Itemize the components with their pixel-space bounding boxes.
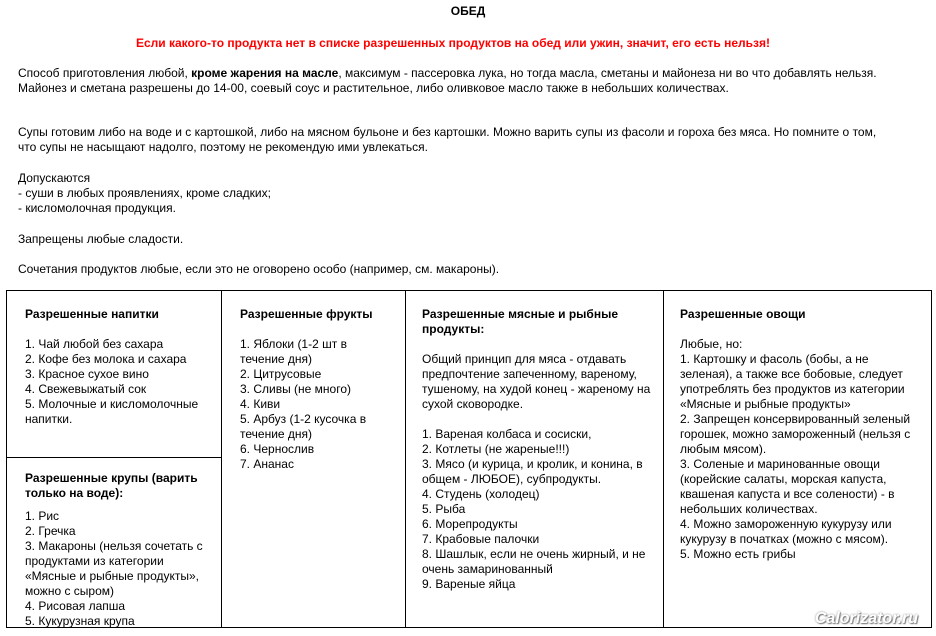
allowed-paragraph	[18, 171, 878, 216]
veg-cell	[680, 307, 920, 562]
drinks-list	[25, 337, 219, 427]
fruits-title: Разрешенные фрукты	[240, 307, 373, 321]
veg-list	[680, 352, 920, 562]
list-item: 1. Картошку и фасоль (бобы, а не зеленая), а также все бобовые, следует употреблять без продуктов из категории «Мясные и рыбные продукты»	[680, 352, 905, 411]
page-title: ОБЕД	[450, 4, 486, 18]
table-divider	[663, 291, 664, 627]
table-divider	[7, 457, 221, 458]
watermark-logo: Calorizator.ru	[814, 610, 918, 627]
allowed-head: Допускаются	[18, 171, 91, 185]
grains-title: Разрешенные крупы (варить только на воде):	[25, 471, 198, 500]
grains-list	[25, 509, 217, 629]
list-item: 7. Крабовые палочки	[422, 532, 540, 546]
list-item: 1. Рис	[25, 509, 60, 523]
list-item: 3. Макароны (нельзя сочетать с продуктами из категории «Мясные и рыбные продукты», можно с сыром)	[25, 539, 203, 598]
list-item: 9. Вареные яйца	[422, 577, 516, 591]
meat-list	[422, 427, 656, 592]
list-item: 4. Киви	[240, 397, 281, 411]
list-item: 2. Цитрусовые	[240, 367, 322, 381]
list-item: 3. Красное сухое вино	[25, 367, 149, 381]
list-item: 4. Свежевыжатый сок	[25, 382, 147, 396]
combinations-paragraph: Сочетания продуктов любые, если это не оговорено особо (например, см. макароны).	[18, 262, 500, 276]
list-item: 3. Соленые и маринованные овощи (корейские салаты, морская капуста, квашеная капуста и все солености) - в небольших количествах.	[680, 457, 895, 516]
grains-cell	[25, 471, 217, 629]
list-item: 2. Кофе без молока и сахара	[25, 352, 187, 366]
list-item: 6. Морепродукты	[422, 517, 518, 531]
list-item: 5. Молочные и кисломолочные напитки.	[25, 397, 199, 426]
fruits-list	[240, 337, 390, 472]
list-item: 4. Рисовая лапша	[25, 599, 126, 613]
list-item: 1. Яблоки (1-2 шт в течение дня)	[240, 337, 347, 366]
cooking-paragraph	[18, 66, 878, 96]
list-item: 4. Студень (холодец)	[422, 487, 540, 501]
list-item: 2. Котлеты (не жареные!!!)	[422, 442, 570, 456]
allowed-item: - кисломолочная продукция.	[18, 201, 176, 215]
list-item: 5. Можно есть грибы	[680, 547, 796, 561]
drinks-cell	[25, 307, 219, 427]
veg-intro: Любые, но:	[680, 337, 743, 351]
list-item: 3. Мясо (и курица, и кролик, и конина, в общем - ЛЮБОЕ), субпродукты.	[422, 457, 643, 486]
table-divider	[405, 291, 406, 627]
allowed-item: - суши в любых проявлениях, кроме сладких;	[18, 186, 271, 200]
soups-paragraph: Супы готовим либо на воде и с картошкой, либо на мясном бульоне и без картошки. Можно варить супы из фасоли и гороха без мяса. Но помните о том, что супы не насыщают надолго, поэтому не рекомендую ими увлекаться.	[18, 125, 877, 154]
list-item: 1. Вареная колбаса и сосиски,	[422, 427, 592, 441]
fruits-cell	[240, 307, 390, 472]
list-item: 8. Шашлык, если не очень жирный, и не очень замаринованный	[422, 547, 646, 576]
list-item: 2. Запрещен консервированный зеленый горошек, можно замороженный (нельзя с любым мясом).	[680, 412, 911, 456]
list-item: 5. Арбуз (1-2 кусочка в течение дня)	[240, 412, 367, 441]
table-divider	[221, 291, 222, 627]
list-item: 1. Чай любой без сахара	[25, 337, 164, 351]
list-item: 5. Кукурузная крупа	[25, 614, 135, 628]
meat-intro: Общий принцип для мяса - отдавать предпочтение запеченному, вареному, тушеному, на худой конец - жареному на сухой сковородке.	[422, 352, 651, 411]
list-item: 3. Сливы (не много)	[240, 382, 352, 396]
list-item: 2. Гречка	[25, 524, 76, 538]
veg-title: Разрешенные овощи	[680, 307, 806, 321]
drinks-title: Разрешенные напитки	[25, 307, 159, 321]
cooking-text-post: , максимум - пассеровка лука, но тогда масла, сметаны и майонеза ни во что добавлять нельзя. Майонез и сметана разрешены до 14-00, соевый соус и растительное, либо оливковое масло также в небольших количествах.	[18, 66, 877, 95]
meat-cell	[422, 307, 656, 592]
meat-title: Разрешенные мясные и рыбные продукты:	[422, 307, 618, 336]
sweets-paragraph: Запрещены любые сладости.	[18, 232, 184, 246]
warning-text: Если какого-то продукта нет в списке разрешенных продуктов на обед или ужин, значит, его есть нельзя!	[135, 36, 771, 50]
list-item: 6. Чернослив	[240, 442, 315, 456]
list-item: 5. Рыба	[422, 502, 466, 516]
list-item: 7. Ананас	[240, 457, 294, 471]
products-table	[6, 290, 932, 628]
list-item: 4. Можно замороженную кукурузу или кукурузу в початках (можно с мясом).	[680, 517, 892, 546]
cooking-text-pre: Способ приготовления любой,	[18, 66, 192, 80]
cooking-text-bold: кроме жарения на масле	[191, 66, 339, 80]
